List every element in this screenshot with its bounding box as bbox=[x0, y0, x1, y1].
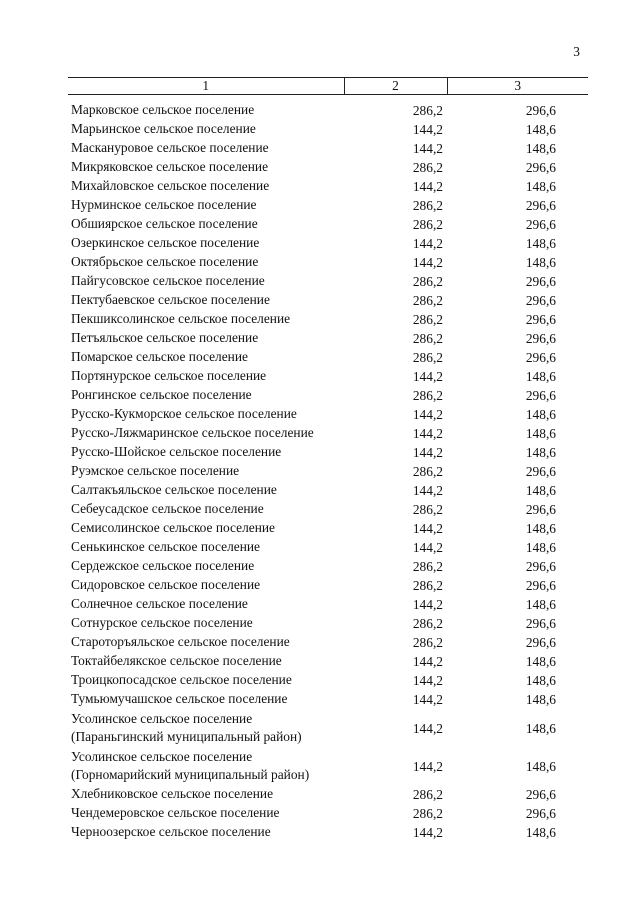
table-row bbox=[68, 348, 588, 367]
value-col-2: 144,2 bbox=[412, 407, 443, 422]
value-col-2: 286,2 bbox=[412, 578, 443, 593]
table-row bbox=[68, 329, 588, 348]
value-col-2: 286,2 bbox=[412, 331, 443, 346]
settlement-name: Сидоровское сельское поселение bbox=[71, 577, 261, 593]
settlement-name: Микряковское сельское поселение bbox=[71, 159, 269, 175]
value-col-2: 144,2 bbox=[412, 692, 443, 707]
settlement-name: Михайловское сельское поселение bbox=[71, 178, 270, 194]
settlement-name: Себеусадское сельское поселение bbox=[71, 501, 264, 517]
value-col-3: 148,6 bbox=[525, 673, 556, 688]
value-col-2: 286,2 bbox=[412, 217, 443, 232]
value-col-2: 286,2 bbox=[412, 559, 443, 574]
table-row bbox=[68, 272, 588, 291]
settlement-name: Семисолинское сельское поселение bbox=[71, 520, 275, 536]
table-row bbox=[68, 386, 588, 405]
value-col-3: 296,6 bbox=[525, 578, 556, 593]
value-col-2: 144,2 bbox=[412, 426, 443, 441]
value-col-3: 296,6 bbox=[525, 103, 556, 118]
settlement-name: Русско-Кукморское сельское поселение bbox=[71, 406, 297, 422]
value-col-3: 148,6 bbox=[525, 236, 556, 251]
value-col-3: 296,6 bbox=[525, 559, 556, 574]
value-col-2: 286,2 bbox=[412, 198, 443, 213]
value-col-2: 286,2 bbox=[412, 274, 443, 289]
settlement-name: Усолинское сельское поселение (Горномарийский муниципальный район) bbox=[71, 748, 310, 782]
value-col-2: 144,2 bbox=[412, 369, 443, 384]
column-header-2: 2 bbox=[344, 78, 447, 95]
column-header-3: 3 bbox=[447, 78, 588, 95]
table-row bbox=[68, 481, 588, 500]
value-col-2: 144,2 bbox=[412, 179, 443, 194]
table-row bbox=[68, 519, 588, 538]
settlement-name: Староторъяльское сельское поселение bbox=[71, 634, 290, 650]
value-col-2: 144,2 bbox=[412, 597, 443, 612]
value-col-3: 148,6 bbox=[525, 445, 556, 460]
table-row bbox=[68, 823, 588, 842]
table-row bbox=[68, 652, 588, 671]
value-col-3: 296,6 bbox=[525, 464, 556, 479]
value-col-2: 286,2 bbox=[412, 293, 443, 308]
value-col-3: 148,6 bbox=[525, 426, 556, 441]
table-row bbox=[68, 671, 588, 690]
value-col-2: 286,2 bbox=[412, 160, 443, 175]
table-row bbox=[68, 177, 588, 196]
value-col-2: 144,2 bbox=[412, 673, 443, 688]
value-col-2: 144,2 bbox=[412, 521, 443, 536]
table-row bbox=[68, 95, 588, 121]
value-col-3: 148,6 bbox=[525, 179, 556, 194]
settlement-name: Петъяльское сельское поселение bbox=[71, 330, 259, 346]
settlement-name: Руэмское сельское поселение bbox=[71, 463, 240, 479]
value-col-2: 144,2 bbox=[412, 720, 443, 736]
value-col-2: 286,2 bbox=[412, 388, 443, 403]
value-col-3: 296,6 bbox=[525, 160, 556, 175]
table-row bbox=[68, 633, 588, 652]
settlement-name: Чендемеровское сельское поселение bbox=[71, 805, 280, 821]
value-col-3: 296,6 bbox=[525, 806, 556, 821]
value-col-3: 148,6 bbox=[525, 758, 556, 774]
settlement-name: Троицкопосадское сельское поселение bbox=[71, 672, 292, 688]
settlement-name: Сотнурское сельское поселение bbox=[71, 615, 253, 631]
value-col-3: 148,6 bbox=[525, 597, 556, 612]
column-header-1: 1 bbox=[68, 78, 344, 95]
settlements-table bbox=[68, 77, 588, 842]
table-row bbox=[68, 804, 588, 823]
table-row bbox=[68, 576, 588, 595]
value-col-2: 286,2 bbox=[412, 616, 443, 631]
settlement-name: Пектубаевское сельское поселение bbox=[71, 292, 270, 308]
value-col-3: 148,6 bbox=[525, 521, 556, 536]
value-col-3: 296,6 bbox=[525, 331, 556, 346]
settlement-name: Помарское сельское поселение bbox=[71, 349, 248, 365]
value-col-3: 148,6 bbox=[525, 540, 556, 555]
settlement-name: Токтайбелякское сельское поселение bbox=[71, 653, 282, 669]
value-col-2: 286,2 bbox=[412, 350, 443, 365]
settlement-name: Русско-Шойское сельское поселение bbox=[71, 444, 282, 460]
table-row bbox=[68, 595, 588, 614]
table-row bbox=[68, 196, 588, 215]
settlement-name: Марьинское сельское поселение bbox=[71, 121, 256, 137]
settlement-name: Солнечное сельское поселение bbox=[71, 596, 248, 612]
value-col-2: 144,2 bbox=[412, 540, 443, 555]
table-row bbox=[68, 557, 588, 576]
settlement-name: Пайгусовское сельское поселение bbox=[71, 273, 265, 289]
value-col-2: 286,2 bbox=[412, 103, 443, 118]
settlement-name: Обшиярское сельское поселение bbox=[71, 216, 258, 232]
settlement-name: Нурминское сельское поселение bbox=[71, 197, 257, 213]
value-col-2: 144,2 bbox=[412, 122, 443, 137]
value-col-3: 296,6 bbox=[525, 787, 556, 802]
settlement-name: Сердежское сельское поселение bbox=[71, 558, 255, 574]
value-col-2: 286,2 bbox=[412, 806, 443, 821]
value-col-3: 296,6 bbox=[525, 312, 556, 327]
value-col-3: 148,6 bbox=[525, 654, 556, 669]
table-row bbox=[68, 120, 588, 139]
value-col-3: 296,6 bbox=[525, 350, 556, 365]
value-col-3: 148,6 bbox=[525, 141, 556, 156]
settlement-name: Портянурское сельское поселение bbox=[71, 368, 267, 384]
table-row bbox=[68, 158, 588, 177]
value-col-3: 296,6 bbox=[525, 635, 556, 650]
value-col-3: 148,6 bbox=[525, 483, 556, 498]
value-col-2: 144,2 bbox=[412, 141, 443, 156]
settlement-name: Маскануровое сельское поселение bbox=[71, 140, 269, 156]
value-col-2: 286,2 bbox=[412, 464, 443, 479]
value-col-3: 296,6 bbox=[525, 274, 556, 289]
value-col-3: 148,6 bbox=[525, 369, 556, 384]
table-row bbox=[68, 709, 588, 747]
value-col-2: 144,2 bbox=[412, 236, 443, 251]
table-row bbox=[68, 614, 588, 633]
value-col-3: 296,6 bbox=[525, 388, 556, 403]
table-row bbox=[68, 139, 588, 158]
value-col-3: 148,6 bbox=[525, 720, 556, 736]
table-row bbox=[68, 367, 588, 386]
table-row bbox=[68, 215, 588, 234]
value-col-3: 296,6 bbox=[525, 616, 556, 631]
table-row bbox=[68, 234, 588, 253]
value-col-2: 286,2 bbox=[412, 502, 443, 517]
table-row bbox=[68, 291, 588, 310]
table-row bbox=[68, 253, 588, 272]
table-row bbox=[68, 690, 588, 709]
value-col-3: 296,6 bbox=[525, 502, 556, 517]
value-col-3: 148,6 bbox=[525, 255, 556, 270]
settlement-name: Черноозерское сельское поселение bbox=[71, 824, 271, 840]
value-col-2: 286,2 bbox=[412, 312, 443, 327]
settlement-name: Ронгинское сельское поселение bbox=[71, 387, 252, 403]
table-row bbox=[68, 310, 588, 329]
value-col-2: 144,2 bbox=[412, 255, 443, 270]
settlement-name: Озеркинское сельское поселение bbox=[71, 235, 260, 251]
table-row bbox=[68, 500, 588, 519]
settlement-name: Октябрьское сельское поселение bbox=[71, 254, 259, 270]
table-row bbox=[68, 747, 588, 785]
table-row bbox=[68, 443, 588, 462]
settlement-name: Усолинское сельское поселение (Параньгинский муниципальный район) bbox=[71, 710, 302, 744]
settlement-name: Хлебниковское сельское поселение bbox=[71, 786, 274, 802]
header-row bbox=[68, 78, 588, 95]
table-row bbox=[68, 424, 588, 443]
settlement-name: Сенькинское сельское поселение bbox=[71, 539, 260, 555]
value-col-2: 144,2 bbox=[412, 825, 443, 840]
value-col-3: 296,6 bbox=[525, 198, 556, 213]
table-row bbox=[68, 785, 588, 804]
table-row bbox=[68, 405, 588, 424]
table-row bbox=[68, 538, 588, 557]
settlement-name: Пекшиксолинское сельское поселение bbox=[71, 311, 291, 327]
value-col-2: 286,2 bbox=[412, 787, 443, 802]
value-col-3: 296,6 bbox=[525, 217, 556, 232]
value-col-2: 286,2 bbox=[412, 635, 443, 650]
value-col-2: 144,2 bbox=[412, 445, 443, 460]
value-col-3: 148,6 bbox=[525, 825, 556, 840]
value-col-3: 148,6 bbox=[525, 122, 556, 137]
table-body bbox=[68, 95, 588, 843]
value-col-2: 144,2 bbox=[412, 654, 443, 669]
value-col-3: 148,6 bbox=[525, 692, 556, 707]
value-col-3: 148,6 bbox=[525, 407, 556, 422]
settlement-name: Марковское сельское поселение bbox=[71, 102, 255, 118]
settlement-name: Русско-Ляжмаринское сельское поселение bbox=[71, 425, 314, 441]
value-col-2: 144,2 bbox=[412, 758, 443, 774]
table-row bbox=[68, 462, 588, 481]
settlement-name: Тумьюмучашское сельское поселение bbox=[71, 691, 288, 707]
value-col-3: 296,6 bbox=[525, 293, 556, 308]
page-number: 3 bbox=[573, 44, 580, 59]
settlement-name: Салтакъяльское сельское поселение bbox=[71, 482, 277, 498]
value-col-2: 144,2 bbox=[412, 483, 443, 498]
